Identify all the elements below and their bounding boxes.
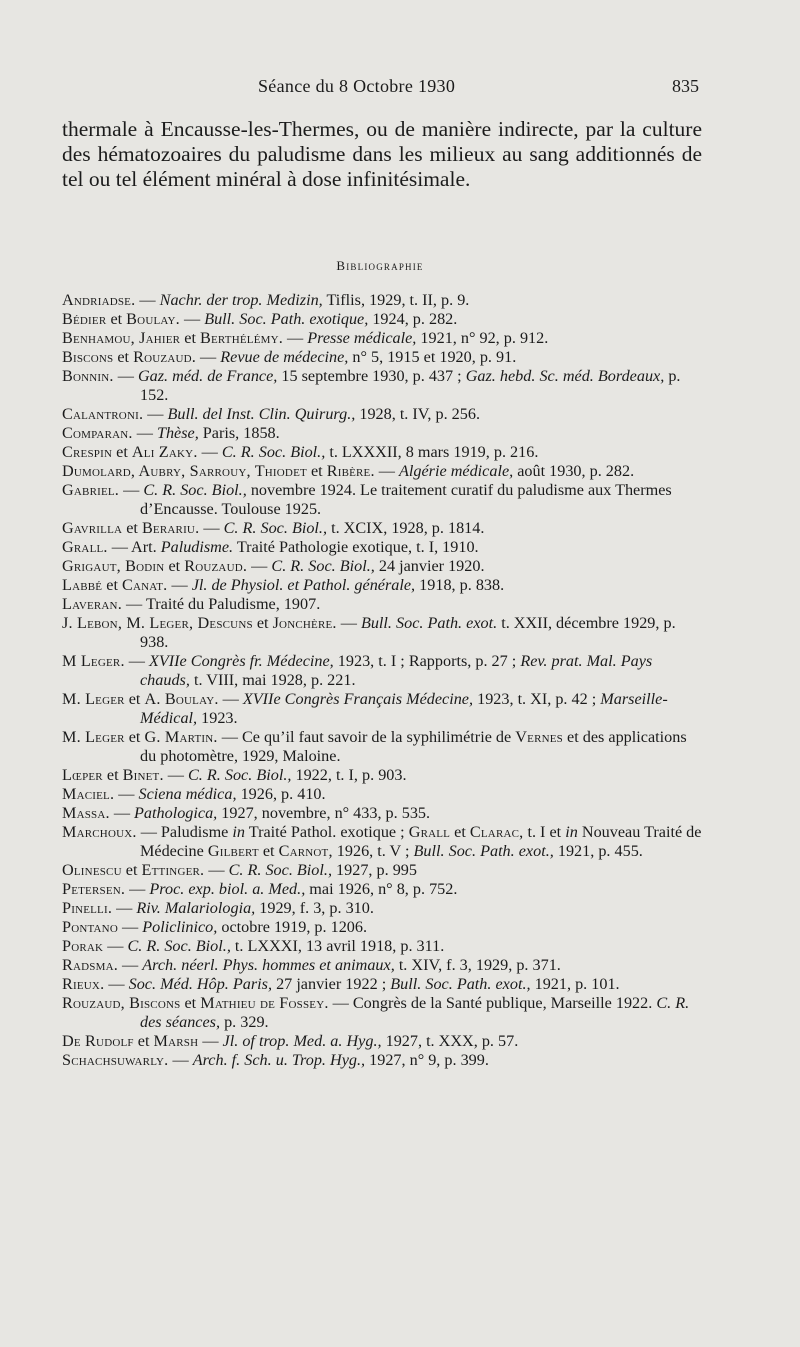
author-name: Grigaut, Bodin: [62, 557, 165, 575]
entry-text: 1921, p. 455.: [553, 842, 643, 860]
entry-text: —: [124, 652, 149, 670]
publication-title: C. R. Soc. Biol.,: [143, 481, 247, 499]
entry-text: t. LXXXII, 8 mars 1919, p. 216.: [325, 443, 539, 461]
entry-text: 1923.: [197, 709, 238, 727]
bibliography-entry: [62, 462, 702, 481]
entry-text: 1924, p. 282.: [368, 310, 458, 328]
author-name: Marsh: [153, 1032, 199, 1050]
entry-text: p. 152.: [140, 367, 681, 404]
bibliography-entry: [62, 367, 702, 405]
entry-text: mai 1926, n° 8, p. 752.: [305, 880, 458, 898]
author-name: Vernes: [515, 728, 563, 746]
publication-title: Presse médicale,: [307, 329, 417, 347]
entry-text: 15 septembre 1930, p. 437 ;: [277, 367, 466, 385]
bibliography-entry: [62, 861, 702, 880]
bibliography-entry: [62, 956, 702, 975]
bibliography-entry: [62, 823, 702, 861]
publication-title: Bull. del Inst. Clin. Quirurg.,: [167, 405, 356, 423]
author-name: Boulay.: [126, 310, 180, 328]
bibliography-entry: [62, 918, 702, 937]
author-name: Lœper: [62, 766, 103, 784]
bibliography-entry: [62, 481, 702, 519]
publication-title: Arch. néerl. Phys. hommes et animaux,: [142, 956, 395, 974]
entry-text: 1921, p. 101.: [530, 975, 620, 993]
entry-text: — Traité du Paludisme, 1907.: [121, 595, 321, 613]
publication-title: Proc. exp. biol. a. Med.,: [149, 880, 306, 898]
entry-text: novembre 1924. Le traitement curatif du paludisme aux Thermes d’Encausse. Toulouse 1925.: [140, 481, 672, 518]
bibliography-entry: [62, 899, 702, 918]
publication-title: Riv. Malariologia,: [136, 899, 256, 917]
entry-text: —: [103, 937, 128, 955]
author-name: Canat.: [122, 576, 168, 594]
author-name: Rouzaud, Biscons: [62, 994, 181, 1012]
publication-title: Pathologica,: [134, 804, 218, 822]
publication-title: C. R. Soc. Biol.,: [228, 861, 332, 879]
entry-text: —: [135, 291, 160, 309]
author-name: Labbé: [62, 576, 103, 594]
bibliography-entry: [62, 291, 702, 310]
publication-title: Paludisme.: [160, 538, 234, 556]
entry-text: et: [124, 690, 145, 708]
entry-text: et: [306, 462, 327, 480]
entry-text: —: [196, 348, 221, 366]
author-name: M Leger.: [62, 652, 125, 670]
bibliography-entry: [62, 975, 702, 994]
author-name: A. Boulay.: [144, 690, 219, 708]
publication-title: Bull. Soc. Path. exotique,: [204, 310, 369, 328]
author-name: Petersen.: [62, 880, 126, 898]
entry-text: 24 janvier 1920.: [374, 557, 485, 575]
entry-text: et: [102, 576, 123, 594]
entry-text: —: [113, 367, 138, 385]
publication-title: Bull. Soc. Path. exot.,: [413, 842, 554, 860]
publication-title: XVIIe Congrès Français Médecine,: [242, 690, 474, 708]
entry-text: 1926, p. 410.: [236, 785, 326, 803]
bibliography-entry: [62, 443, 702, 462]
entry-text: et: [124, 728, 145, 746]
author-name: G. Martin.: [144, 728, 218, 746]
author-name: Berariu.: [141, 519, 200, 537]
bibliography-entry: [62, 348, 702, 367]
publication-title: C. R. Soc. Biol.,: [188, 766, 292, 784]
publication-title: XVIIe Congrès fr. Médecine,: [148, 652, 334, 670]
bibliography-entry: [62, 557, 702, 576]
author-name: M. Leger: [62, 728, 125, 746]
entry-text: —: [199, 519, 224, 537]
publication-title: Soc. Méd. Hôp. Paris,: [128, 975, 273, 993]
entry-text: —: [114, 785, 139, 803]
entry-text: 1922, t. I, p. 903.: [291, 766, 407, 784]
publication-title: Arch. f. Sch. u. Trop. Hyg.,: [192, 1051, 366, 1069]
entry-text: Paris, 1858.: [198, 424, 280, 442]
entry-text: —: [197, 443, 222, 461]
entry-text: 1928, t. IV, p. 256.: [355, 405, 481, 423]
bibliography-heading: Bibliographie: [336, 258, 424, 273]
author-name: Jonchère.: [272, 614, 337, 632]
entry-text: et: [106, 310, 127, 328]
publication-title: in: [565, 823, 578, 841]
entry-text: —: [125, 880, 150, 898]
author-name: J. Lebon, M. Leger, Descuns: [62, 614, 253, 632]
bibliography-entry: [62, 595, 702, 614]
bibliography-entry: [62, 310, 702, 329]
entry-text: —: [198, 1032, 223, 1050]
bibliography-list: [62, 291, 702, 1070]
publication-title: Revue de médecine,: [220, 348, 349, 366]
bibliography-entry: [62, 614, 702, 652]
author-name: Porak: [62, 937, 104, 955]
author-name: Rouzaud.: [133, 348, 196, 366]
entry-text: et: [102, 766, 123, 784]
entry-text: et: [112, 443, 132, 461]
entry-text: 1926, t. V ;: [332, 842, 414, 860]
entry-text: et: [121, 861, 142, 879]
entry-text: — Paludisme: [136, 823, 233, 841]
entry-text: —: [283, 329, 308, 347]
publication-title: C. R. Soc. Biol.,: [271, 557, 375, 575]
bibliography-entry: [62, 424, 702, 443]
entry-text: 1918, p. 838.: [415, 576, 505, 594]
author-name: M. Leger: [62, 690, 125, 708]
author-name: Pontano: [62, 918, 118, 936]
publication-title: Nachr. der trop. Medizin,: [159, 291, 323, 309]
author-name: Gabriel.: [62, 481, 120, 499]
entry-text: —: [119, 481, 144, 499]
publication-title: Bull. Soc. Path. exot.: [360, 614, 498, 632]
publication-title: Algérie médicale,: [399, 462, 514, 480]
entry-text: Nouveau Traité de Médecine: [140, 823, 702, 860]
bibliography-entry: [62, 329, 702, 348]
entry-text: 1923, t. I ; Rapports, p. 27 ;: [333, 652, 521, 670]
author-name: De Rudolf: [62, 1032, 134, 1050]
author-name: Ettinger.: [141, 861, 205, 879]
entry-text: t. I et: [523, 823, 566, 841]
author-name: Bédier: [62, 310, 107, 328]
entry-text: t. XXII, décembre 1929, p. 938.: [140, 614, 676, 651]
entry-text: Tiflis, 1929, t. II, p. 9.: [322, 291, 470, 309]
author-name: Comparan.: [62, 424, 133, 442]
entry-text: et: [122, 519, 142, 537]
entry-text: t. XIV, f. 3, 1929, p. 371.: [394, 956, 561, 974]
bibliography-entry: [62, 728, 702, 766]
author-name: Rouzaud.: [184, 557, 248, 575]
author-name: Biscons: [62, 348, 114, 366]
publication-title: Jl. de Physiol. et Pathol. générale,: [191, 576, 416, 594]
entry-text: et: [450, 823, 470, 841]
entry-text: —: [167, 576, 192, 594]
entry-text: et des applications du photomètre, 1929, Maloine.: [140, 728, 687, 765]
publication-title: in: [232, 823, 246, 841]
bibliography-entry: [62, 538, 702, 557]
publication-title: Sciena médica,: [138, 785, 237, 803]
author-name: Berthélémy.: [200, 329, 283, 347]
publication-title: Gaz. hebd. Sc. méd. Bordeaux,: [465, 367, 665, 385]
entry-text: —: [132, 424, 157, 442]
author-name: Grall.: [62, 538, 108, 556]
entry-text: et: [133, 1032, 154, 1050]
entry-text: —: [163, 766, 188, 784]
author-name: Rieux.: [62, 975, 105, 993]
author-name: Pinelli.: [62, 899, 113, 917]
running-head: Séance du 8 Octobre 1930: [258, 76, 456, 96]
entry-text: — Congrès de la Santé publique, Marseille 1922.: [328, 994, 657, 1012]
author-name: Marchoux.: [62, 823, 137, 841]
author-name: Andriadse.: [62, 291, 136, 309]
entry-text: 1923, t. XI, p. 42 ;: [473, 690, 601, 708]
bibliography-entry: [62, 652, 702, 690]
entry-text: et: [252, 614, 273, 632]
publication-title: C. R. Soc. Biol.,: [127, 937, 231, 955]
entry-text: p. 329.: [220, 1013, 269, 1031]
entry-text: —: [117, 956, 143, 974]
entry-text: 1921, n° 92, p. 912.: [416, 329, 549, 347]
entry-text: —: [117, 918, 143, 936]
publication-title: C. R. Soc. Biol.,: [223, 519, 328, 537]
bibliography-entry: [62, 937, 702, 956]
entry-text: et: [180, 994, 201, 1012]
author-name: Ribère.: [326, 462, 375, 480]
entry-text: —: [247, 557, 272, 575]
entry-text: —: [204, 861, 229, 879]
bibliography-entry: [62, 519, 702, 538]
entry-text: n° 5, 1915 et 1920, p. 91.: [348, 348, 517, 366]
entry-text: août 1930, p. 282.: [513, 462, 635, 480]
entry-text: —: [218, 690, 243, 708]
publication-title: Thèse,: [156, 424, 199, 442]
author-name: Binet.: [122, 766, 164, 784]
publication-title: Gaz. méd. de France,: [137, 367, 278, 385]
entry-text: t. XCIX, 1928, p. 1814.: [327, 519, 485, 537]
entry-text: 1929, f. 3, p. 310.: [255, 899, 374, 917]
entry-text: et: [180, 329, 200, 347]
entry-text: — Art.: [107, 538, 161, 556]
page-number: 835: [672, 76, 699, 96]
entry-text: —: [168, 1051, 193, 1069]
entry-text: 1927, n° 9, p. 399.: [365, 1051, 489, 1069]
author-name: Carnot,: [278, 842, 333, 860]
author-name: Maciel.: [62, 785, 115, 803]
bibliography-entry: [62, 690, 702, 728]
entry-text: et: [258, 842, 279, 860]
author-name: Schachsuwarly.: [62, 1051, 169, 1069]
entry-text: t. LXXXI, 13 avril 1918, p. 311.: [230, 937, 445, 955]
publication-title: Bull. Soc. Path. exot.,: [390, 975, 531, 993]
author-name: Dumolard, Aubry, Sarrouy, Thiodet: [62, 462, 307, 480]
bibliography-entry: [62, 785, 702, 804]
publication-title: C. R. Soc. Biol.,: [221, 443, 326, 461]
bibliography-entry: [62, 766, 702, 785]
publication-title: Policlinico,: [142, 918, 218, 936]
bibliography-entry: [62, 576, 702, 595]
bibliography-entry: [62, 880, 702, 899]
author-name: Gilbert: [207, 842, 259, 860]
author-name: Calantroni.: [62, 405, 144, 423]
entry-text: 27 janvier 1922 ;: [272, 975, 391, 993]
entry-text: —: [112, 899, 137, 917]
publication-title: Marseille-Médical,: [140, 690, 668, 727]
entry-text: —: [336, 614, 361, 632]
author-name: Gavrilla: [62, 519, 123, 537]
author-name: Crespin: [62, 443, 113, 461]
author-name: Massa.: [62, 804, 110, 822]
publication-title: Jl. of trop. Med. a. Hyg.,: [222, 1032, 382, 1050]
entry-text: —: [179, 310, 205, 328]
entry-text: Traité Pathologie exotique, t. I, 1910.: [233, 538, 479, 556]
entry-text: 1927, t. XXX, p. 57.: [381, 1032, 519, 1050]
bibliography-entry: [62, 804, 702, 823]
entry-text: octobre 1919, p. 1206.: [217, 918, 368, 936]
author-name: Laveran.: [62, 595, 122, 613]
entry-text: Traité Pathol. exotique ;: [245, 823, 409, 841]
intro-paragraph: thermale à Encausse-les-Thermes, ou de manière indirecte, par la culture des hématozoaires du paludisme dans les milieux au sang additionnés de tel ou tel élément minéral à dose infinitésimale.: [62, 117, 702, 191]
entry-text: —: [374, 462, 400, 480]
author-name: Grall: [408, 823, 451, 841]
entry-text: et: [113, 348, 134, 366]
author-name: Radsma.: [62, 956, 118, 974]
author-name: Ali Zaky.: [131, 443, 198, 461]
entry-text: —: [143, 405, 168, 423]
author-name: Clarac,: [469, 823, 524, 841]
entry-text: t. VIII, mai 1928, p. 221.: [189, 671, 356, 689]
entry-text: —: [104, 975, 129, 993]
bibliography-entry: [62, 1032, 702, 1051]
author-name: Bonnin.: [62, 367, 114, 385]
entry-text: — Ce qu’il faut savoir de la syphilimétrie de: [217, 728, 516, 746]
author-name: Benhamou, Jahier: [62, 329, 181, 347]
author-name: Mathieu de Fossey.: [200, 994, 329, 1012]
bibliography-entry: [62, 994, 702, 1032]
entry-text: et: [164, 557, 185, 575]
author-name: Olinescu: [62, 861, 122, 879]
entry-text: 1927, p. 995: [332, 861, 417, 879]
entry-text: 1927, novembre, n° 433, p. 535.: [217, 804, 431, 822]
publication-title: Rev. prat. Mal. Pays chauds,: [140, 652, 653, 689]
publication-title: C. R. des séances,: [140, 994, 690, 1031]
entry-text: —: [109, 804, 135, 822]
bibliography-entry: [62, 1051, 702, 1070]
bibliography-entry: [62, 405, 702, 424]
